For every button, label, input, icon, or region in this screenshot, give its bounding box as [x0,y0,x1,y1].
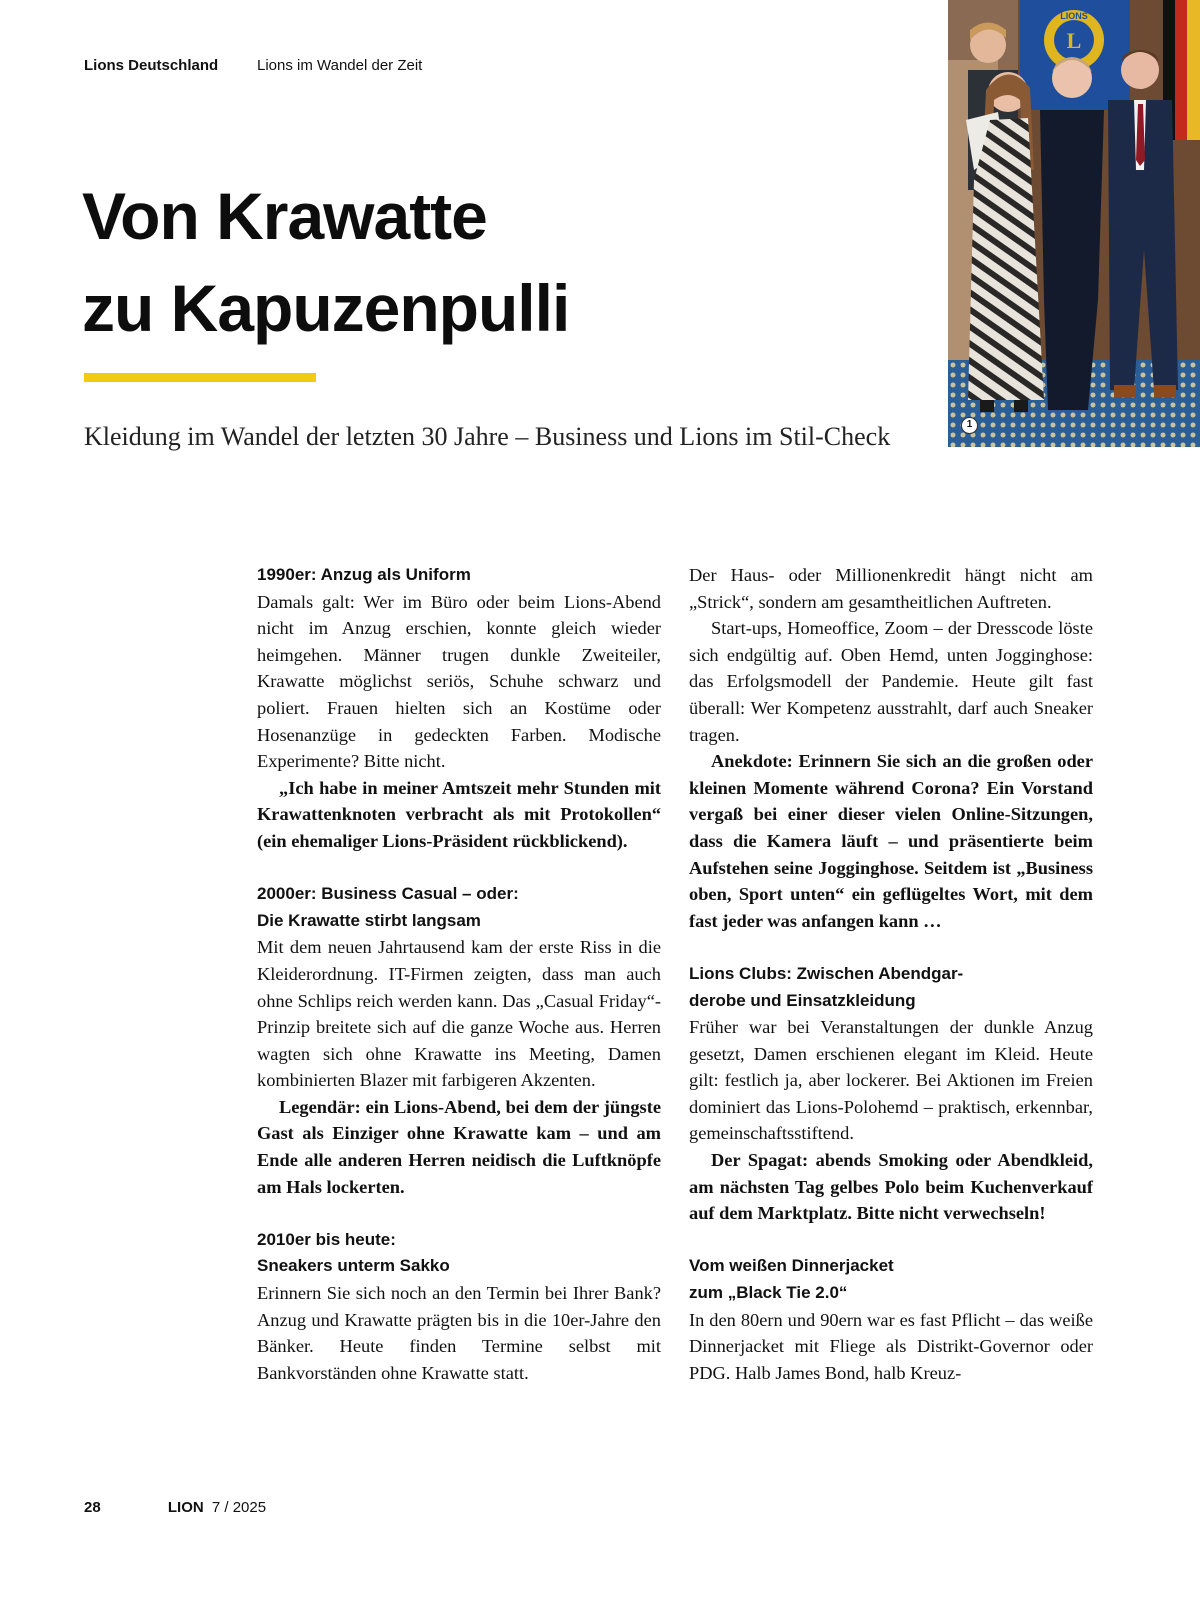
section-heading-line: Sneakers unterm Sakko [257,1256,450,1276]
section-heading-dinnerjacket [689,1253,1093,1306]
article-title [82,170,569,354]
text-column-left [257,562,661,1386]
paragraph: Früher war bei Veranstaltungen der dunkle Anzug gesetzt, Damen erschienen elegant im Kleid. Heute gilt: festlich ja, aber lockerer. Bei Aktionen im Freien dominiert das Lions-Polohemd – praktisch, erkennbar, gemeinschaftsstiftend. [689,1017,1093,1144]
page-number: 28 [84,1499,101,1516]
anecdote-paragraph: Anekdote: Erinnern Sie sich an die großen oder kleinen Momente während Corona? Ein Vorstand vergaß bei einer dieser vielen Online-Sitzungen, dass die Kamera läuft – und präsentierte beim Aufstehen seine Jogginghose. Seitdem ist „Business oben, Sport unten“ ein geflügeltes Wort, mit dem fast jeder was anfangen kann … [689,751,1093,931]
issue-number: 7 / 2025 [211,1499,267,1516]
section-heading-line: Die Krawatte stirbt langsam [257,910,481,930]
paragraph: Damals galt: Wer im Büro oder beim Lions-Abend nicht im Anzug erschien, konnte gleich wieder heimgehen. Männer trugen dunkle Zweiteiler, Krawatte möglichst seriös, Schuhe schwarz und poliert. Frauen hielten sich an Kostüme oder Hosenanzüge in gedeckten Farben. Modische Experimente? Bitte nicht. [257,591,661,772]
section-heading-2010s [257,1227,661,1280]
section-heading-line: 2000er: Business Casual – oder: [257,884,519,904]
emblem-letter: L [1066,28,1082,53]
section-heading-1990s [257,562,661,589]
article-title-line-1: Von Krawatte [82,179,487,253]
emblem-banner-text: LIONS [1060,11,1088,21]
section-heading-line: derobe und Einsatzkleidung [689,990,916,1010]
section-heading-2000s [257,881,661,934]
section-heading-line: Vom weißen Dinnerjacket [689,1256,894,1276]
magazine-name: LION [167,1499,204,1516]
section-heading-line: zum „Black Tie 2.0“ [689,1283,848,1303]
section-heading-line: 2010er bis heute: [257,1229,396,1249]
photo-number-marker: 1 [961,417,978,434]
paragraph: Start-ups, Homeoffice, Zoom – der Dresscode löste sich endgültig auf. Oben Hemd, unten Jogginghose: das Erfolgsmodell der Pandemie. Heute gilt fast überall: Wer Kompetenz ausstrahlt, darf auch Sneaker tragen. [689,618,1093,745]
section-heading-line: Lions Clubs: Zwischen Abendgar- [689,963,964,983]
group-photo [948,0,1200,447]
paragraph: Erinnern Sie sich noch an den Termin bei Ihrer Bank? Anzug und Krawatte prägten bis in die 10er-Jahre den Bänker. Heute finden Termine selbst mit Bankvorständen ohne Krawatte statt. [257,1283,661,1383]
section-label: Lions Deutschland [84,57,219,74]
quote-paragraph: Der Spagat: abends Smoking oder Abendkleid, am nächsten Tag gelbes Polo beim Kuchenverkauf auf dem Marktplatz. Bitte nicht verwechseln! [689,1150,1093,1224]
paragraph: Der Haus- oder Millionenkredit hängt nicht am „Strick“, sondern am gesamtheitlichen Auftreten. [689,565,1093,612]
paragraph: In den 80ern und 90ern war es fast Pflicht – das weiße Dinnerjacket mit Fliege als Distrikt-Governor oder PDG. Halb James Bond, halb Kreuz- [689,1309,1093,1383]
article-title-line-2: zu Kapuzenpulli [82,271,570,345]
section-heading-line: 1990er: Anzug als Uniform [257,565,471,584]
page-footer [84,1499,266,1516]
topic-label: Lions im Wandel der Zeit [257,57,423,74]
quote-paragraph: „Ich habe in meiner Amtszeit mehr Stunden mit Krawattenknoten verbracht als mit Protokollen“ (ein ehemaliger Lions-Präsident rückblickend). [257,777,661,851]
text-column-right [689,562,1093,1386]
article-subtitle: Kleidung im Wandel der letzten 30 Jahre – Business und Lions im Stil-Check [84,422,891,451]
section-heading-lions-clubs [689,961,1093,1014]
title-accent-rule [84,373,316,382]
paragraph: Mit dem neuen Jahrtausend kam der erste Riss in die Kleiderordnung. IT-Firmen zeigten, dass man auch ohne Schlips reich werden kann. Das „Casual Friday“-Prinzip breitete sich auf die ganze Woche aus. Herren wagten sich ohne Krawatte ins Meeting, Damen kombinierten Blazer mit farbigeren Akzenten. [257,937,661,1091]
quote-paragraph: Legendär: ein Lions-Abend, bei dem der jüngste Gast als Einziger ohne Krawatte kam – und am Ende alle anderen Herren neidisch die Luftknöpfe am Hals lockerten. [257,1096,661,1197]
